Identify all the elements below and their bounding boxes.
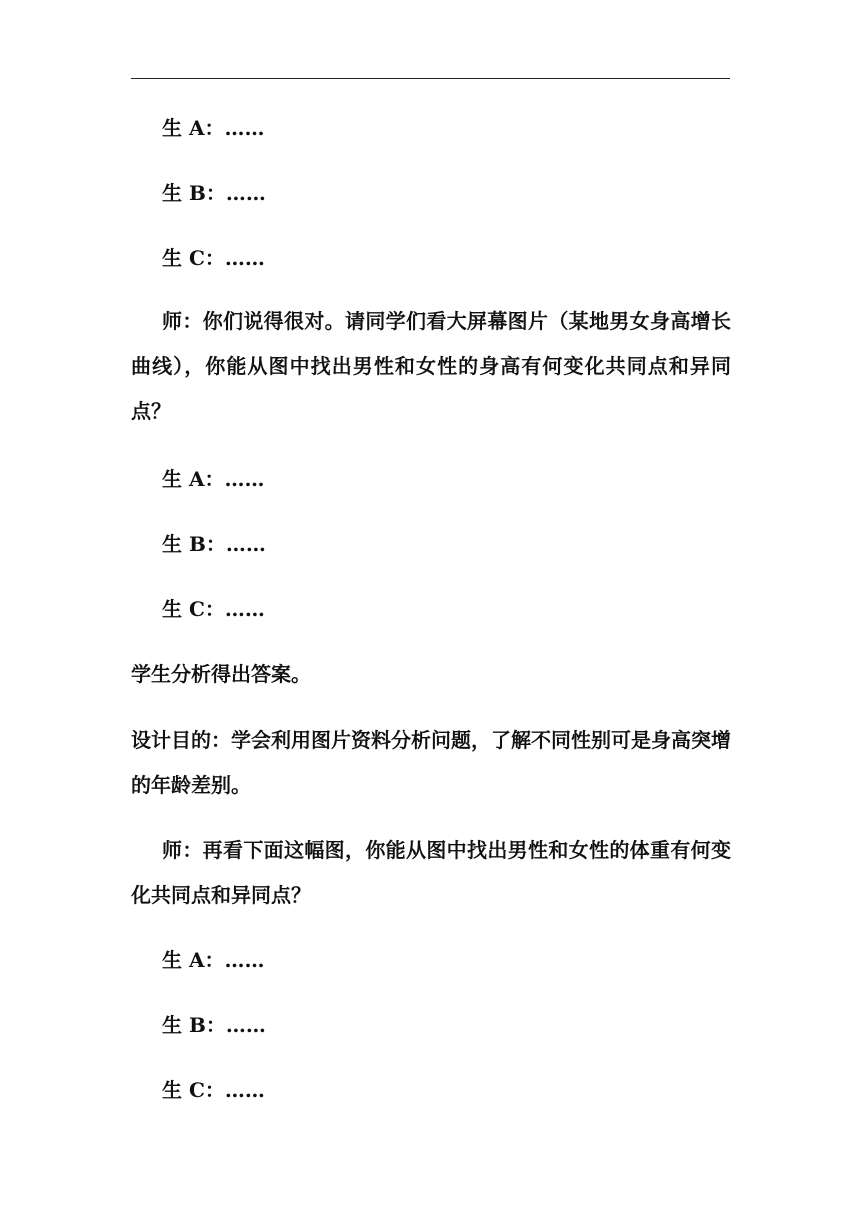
teacher-question-height: 师：你们说得很对。请同学们看大屏幕图片（某地男女身高增长曲线），你能从图中找出男性和女性的身高有何变化共同点和异同点？	[131, 309, 731, 423]
header-rule	[131, 78, 730, 79]
student-b-reply: 生 B：……	[162, 181, 266, 205]
student-c-reply: 生 C：……	[162, 1078, 265, 1102]
teacher-question-weight: 师：再看下面这幅图，你能从图中找出男性和女性的体重有何变化共同点和异同点？	[131, 838, 731, 907]
student-b-reply: 生 B：……	[162, 532, 266, 556]
student-a-reply: 生 A：……	[162, 467, 265, 491]
student-c-reply: 生 C：……	[162, 597, 265, 621]
design-purpose: 设计目的：学会利用图片资料分析问题，了解不同性别可是身高突增的年龄差别。	[131, 728, 731, 797]
student-a-reply: 生 A：……	[162, 116, 265, 140]
student-b-reply: 生 B：……	[162, 1013, 266, 1037]
analysis-note: 学生分析得出答案。	[131, 662, 311, 686]
student-c-reply: 生 C：……	[162, 246, 265, 270]
student-a-reply: 生 A：……	[162, 948, 265, 972]
